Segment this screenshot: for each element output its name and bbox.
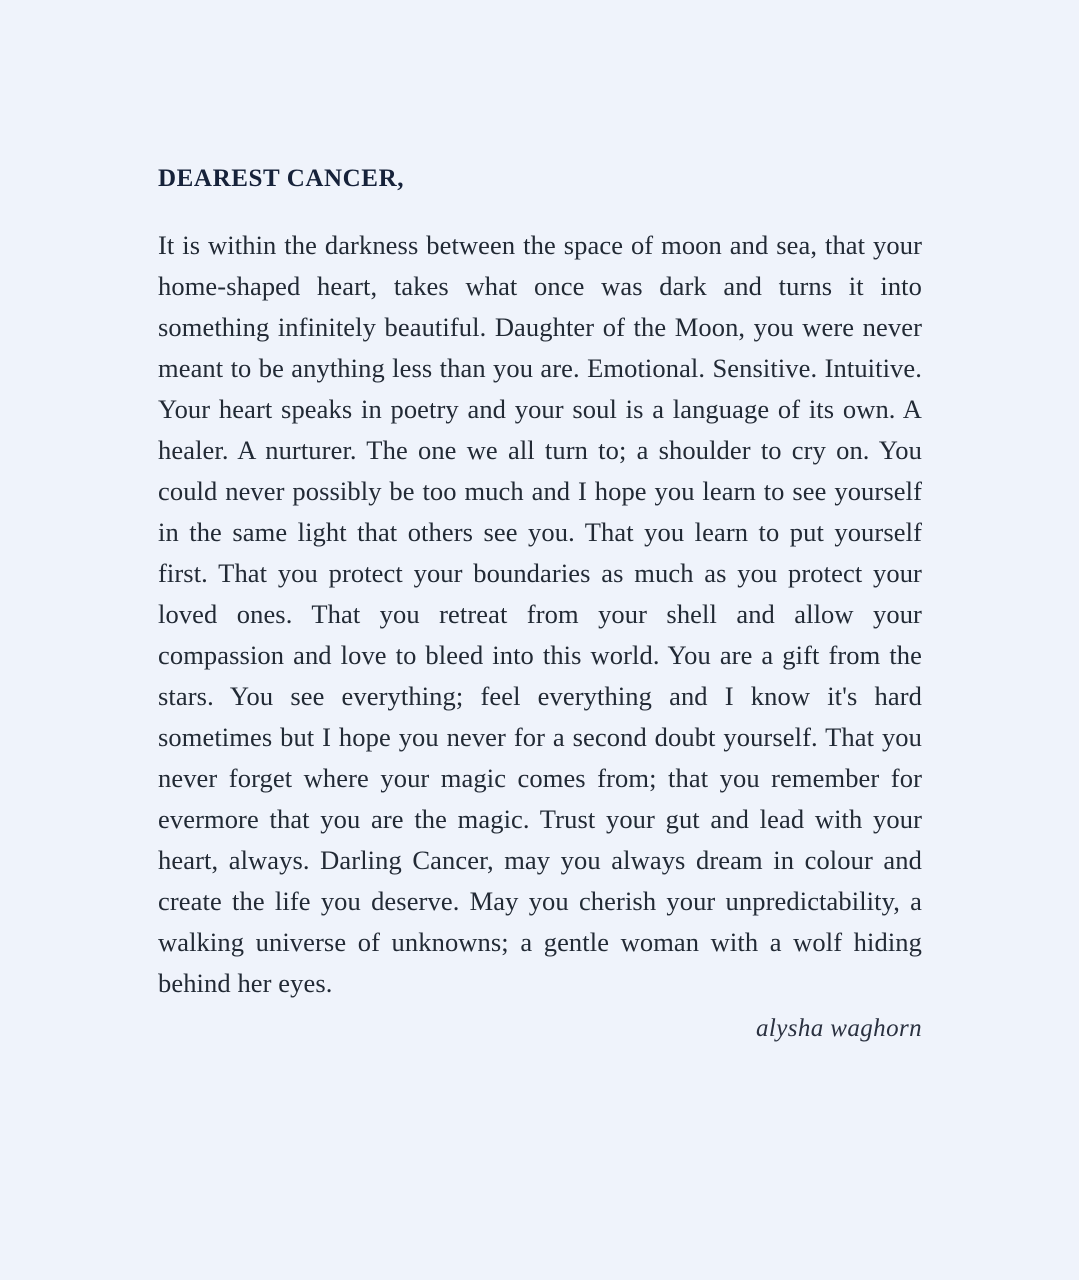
letter-title: DEAREST CANCER, [158,165,405,192]
letter [158,160,922,1046]
author-signature: alysha waghorn [755,1015,922,1042]
letter-body: It is within the darkness between the space of moon and sea, that your home-shaped heart, takes what once was dark and turns it into something infinitely beautiful. Daughter of the Moon, you were never meant to be anything less than you are. Emotional. Sensitive. Intuitive. Your heart speaks in poetry and your soul is a language of its own. A healer. A nurturer. The one we all turn to; a shoulder to cry on. You could never possibly be too much and I hope you learn to see yourself in the same light that others see you. That you learn to put yourself first. That you protect your boundaries as much as you protect your loved ones. That you retreat from your shell and allow your compassion and love to bleed into this world. You are a gift from the stars. You see everything; feel everything and I know it's hard sometimes but I hope you never for a second doubt yourself. That you never forget where your magic comes from; that you remember for evermore that you are the magic. Trust your gut and lead with your heart, always. Darling Cancer, may you always dream in colour and create the life you deserve. May you cherish your unpredictability, a walking universe of unknowns; a gentle woman with a wolf hiding behind her eyes. [158,230,922,998]
